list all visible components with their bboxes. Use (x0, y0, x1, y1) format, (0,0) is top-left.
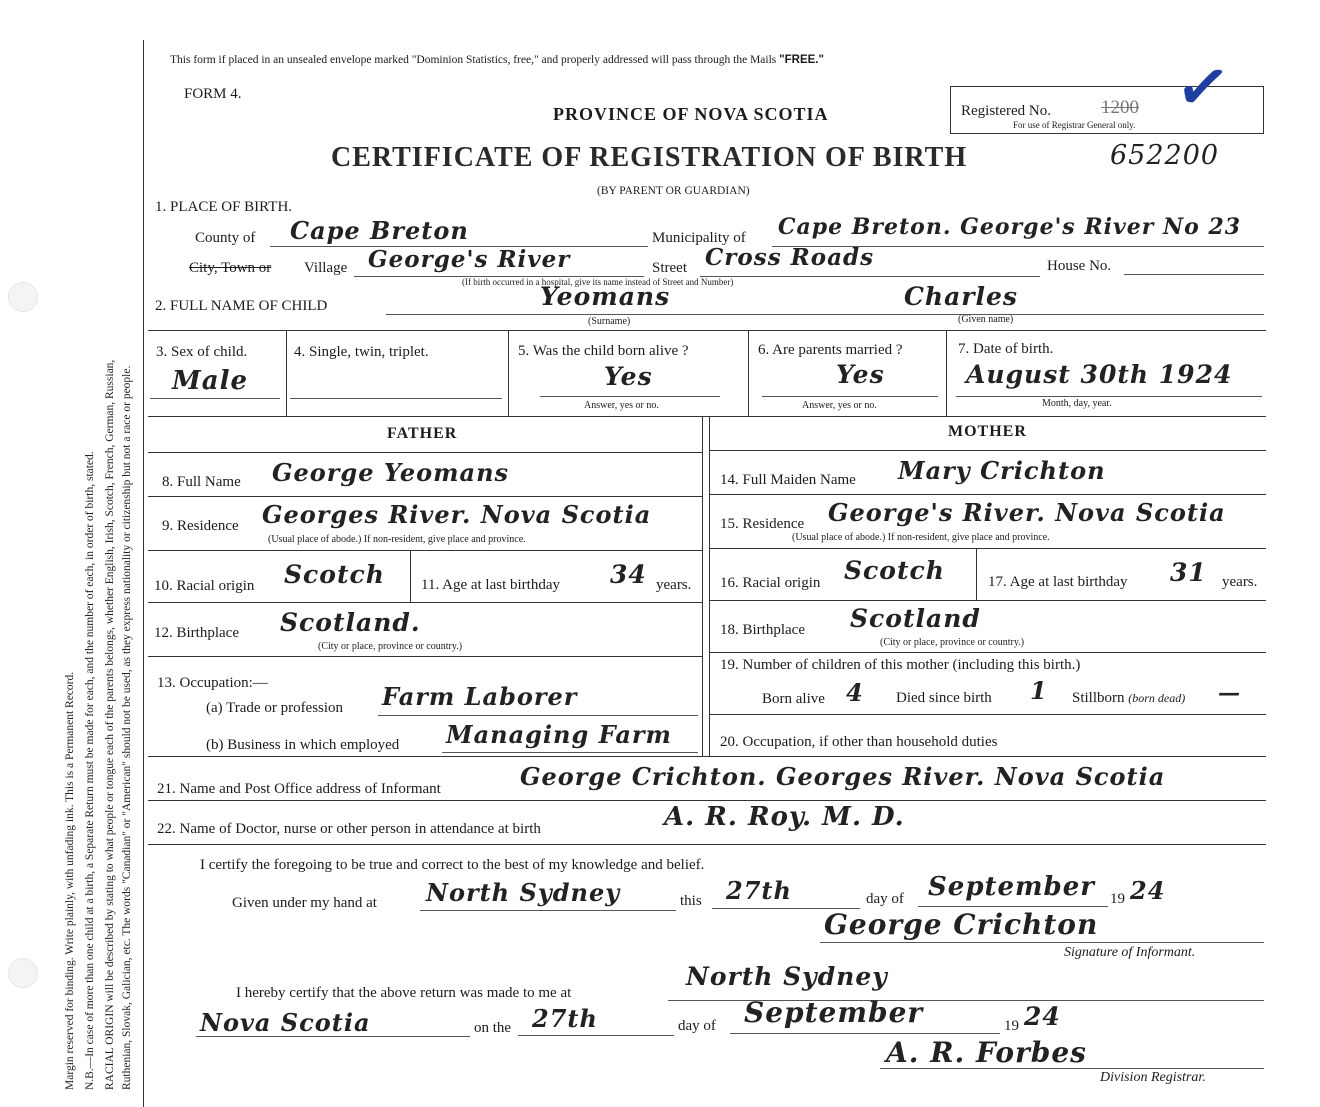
registrar-signature-caption: Division Registrar. (1100, 1070, 1206, 1085)
punch-hole (8, 958, 38, 988)
village-value: George's River (368, 246, 571, 273)
rule (148, 550, 702, 551)
hospital-note: (If birth occurred in a hospital, give its name instead of Street and Number) (462, 277, 734, 287)
informant-signature-caption: Signature of Informant. (1064, 945, 1196, 960)
mother-birthplace: Scotland (850, 604, 981, 633)
municipality-label: Municipality of (652, 230, 746, 246)
rule (748, 330, 749, 416)
registrar-month: September (744, 996, 924, 1029)
rule (508, 330, 509, 416)
mail-notice (170, 54, 824, 66)
rule (976, 548, 977, 600)
province-heading: PROVINCE OF NOVA SCOTIA (553, 104, 829, 124)
form-number: FORM 4. (184, 86, 242, 102)
sex-value: Male (172, 366, 249, 396)
registrar-day: 27th (532, 1004, 598, 1033)
date-of-birth-caption: Month, day, year. (1042, 398, 1112, 409)
checkmark-icon: ✓ (1171, 48, 1235, 127)
mail-notice-text: This form if placed in an unsealed envelope marked "Dominion Statistics, free," and properly addressed will pass through the Mails (170, 54, 777, 66)
binding-margin-line (143, 40, 144, 1107)
born-alive-count-label: Born alive (762, 691, 825, 707)
mother-residence-label: 15. Residence (720, 516, 805, 532)
margin-note: Margin reserved for binding. Write plainly, with unfading ink. This is a Permanent Record. (64, 671, 76, 1090)
mother-years-label: years. (1222, 574, 1258, 590)
father-heading: FATHER (387, 425, 458, 442)
father-birthplace-caption: (City or place, province or country.) (318, 641, 463, 652)
mail-notice-free: "FREE." (779, 54, 824, 66)
certificate-number: 652200 (1110, 140, 1220, 171)
municipality-value: Cape Breton. George's River No 23 (778, 214, 1242, 240)
rule (709, 416, 710, 756)
registrar-day-of-label: day of (678, 1018, 716, 1034)
parents-married-question: 6. Are parents married ? (758, 342, 903, 358)
born-alive-answer: Yes (604, 362, 653, 391)
rule (148, 844, 1266, 845)
margin-note: RACIAL ORIGIN will be described by stating to what people or tongue each of the parents belongs, whether English, Irish, Scotch, French, German, Russian, (104, 359, 116, 1090)
child-name-label: 2. FULL NAME OF CHILD (155, 298, 328, 314)
child-name-line (386, 314, 1264, 315)
father-age: 34 (610, 560, 647, 589)
registrar-year-suffix: 24 (1024, 1002, 1061, 1031)
margin-note: Ruthenian, Slovak, Galician, etc. The words "Canadian" or "American" should not be used, as they express nationality or citizenship but not a race or people. (121, 365, 133, 1090)
mother-name-label: 14. Full Maiden Name (720, 472, 856, 488)
father-name: George Yeomans (272, 458, 510, 487)
place-of-birth-label: 1. PLACE OF BIRTH. (155, 199, 293, 215)
father-racial-label: 10. Racial origin (154, 578, 255, 594)
registrar-day-line (518, 1035, 674, 1036)
father-occupation-label: 13. Occupation:— (157, 675, 268, 691)
house-number-line (1124, 274, 1264, 275)
child-given-name: Charles (904, 282, 1018, 311)
father-residence-label: 9. Residence (162, 518, 239, 534)
father-years-label: years. (656, 577, 692, 593)
registrar-statement: I hereby certify that the above return was made to me at (236, 985, 572, 1001)
multiple-birth-line (290, 398, 502, 399)
multiple-birth-label: 4. Single, twin, triplet. (294, 344, 429, 360)
village-label: Village (304, 260, 348, 276)
registrar-place2: Nova Scotia (200, 1008, 371, 1037)
business-value: Managing Farm (446, 720, 672, 749)
stillborn-label-text: Stillborn (1072, 690, 1125, 706)
born-alive-question: 5. Was the child born alive ? (518, 343, 689, 359)
date-of-birth-value: August 30th 1924 (966, 360, 1233, 389)
died-since-birth-count: 1 (1030, 676, 1048, 705)
child-surname: Yeomans (540, 282, 671, 311)
margin-note: N.B.—In case of more than one child at a birth, a Separate Return must be made for each, and the number of each, in order of birth, stated. (84, 451, 96, 1090)
stillborn-count: — (1218, 680, 1241, 706)
died-since-birth-label: Died since birth (896, 690, 992, 706)
date-of-birth-line (956, 396, 1262, 397)
registrar-signature: A. R. Forbes (886, 1036, 1087, 1069)
given-name-caption: (Given name) (958, 314, 1014, 325)
rule (148, 330, 1266, 331)
registrar-year-prefix: 19 (1004, 1018, 1019, 1034)
business-label: (b) Business in which employed (206, 737, 400, 753)
street-value: Cross Roads (705, 244, 875, 271)
father-residence: Georges River. Nova Scotia (262, 500, 652, 529)
on-the-label: on the (474, 1020, 512, 1036)
day-of-label: day of (866, 891, 904, 907)
father-name-label: 8. Full Name (162, 474, 241, 490)
rule (148, 656, 702, 657)
mother-birthplace-caption: (City or place, province or country.) (880, 637, 1025, 648)
trade-line (378, 715, 698, 716)
given-year-prefix: 19 (1110, 891, 1125, 907)
informant-signature-line (820, 942, 1264, 943)
street-line (700, 276, 1040, 277)
certify-statement: I certify the foregoing to be true and correct to the best of my knowledge and belief. (200, 857, 705, 873)
parents-married-caption: Answer, yes or no. (802, 400, 877, 411)
mother-heading: MOTHER (948, 423, 1027, 440)
informant-signature: George Crichton (824, 908, 1099, 941)
struck-city-town-label: City, Town or (189, 260, 272, 276)
punch-hole (8, 282, 38, 312)
rule (946, 330, 947, 416)
given-under-hand-label: Given under my hand at (232, 895, 377, 911)
rule (148, 416, 1266, 417)
mother-residence: George's River. Nova Scotia (828, 498, 1226, 527)
doctor-label: 22. Name of Doctor, nurse or other person in attendance at birth (157, 821, 541, 837)
given-day: 27th (726, 876, 792, 905)
certificate-subtitle: (BY PARENT OR GUARDIAN) (597, 185, 750, 197)
children-count-label: 19. Number of children of this mother (including this birth.) (720, 657, 1081, 673)
mother-racial: Scotch (844, 556, 945, 585)
rule (148, 756, 1266, 757)
mother-name: Mary Crichton (898, 456, 1106, 485)
registrar-signature-line (880, 1068, 1264, 1069)
parents-married-line (762, 396, 938, 397)
mother-birthplace-label: 18. Birthplace (720, 622, 805, 638)
rule (148, 800, 1266, 801)
rule (709, 600, 1266, 601)
given-year-suffix: 24 (1130, 876, 1166, 905)
rule (709, 714, 1266, 715)
mother-residence-caption: (Usual place of abode.) If non-resident, give place and province. (792, 532, 1050, 543)
born-alive-caption: Answer, yes or no. (584, 400, 659, 411)
given-place: North Sydney (426, 878, 621, 907)
surname-caption: (Surname) (588, 316, 631, 327)
born-alive-count: 4 (846, 678, 864, 707)
rule (709, 450, 1266, 451)
stillborn-label (1072, 690, 1185, 707)
sex-line (150, 398, 280, 399)
rule (410, 550, 411, 602)
rule (709, 548, 1266, 549)
registered-number-value: 1200 (1101, 97, 1139, 118)
rule (709, 494, 1266, 495)
father-birthplace-label: 12. Birthplace (154, 625, 239, 641)
rule (148, 452, 702, 453)
mother-age: 31 (1170, 558, 1207, 587)
trade-value: Farm Laborer (382, 682, 578, 711)
registered-number-label: Registered No. (961, 103, 1051, 119)
street-label: Street (652, 260, 687, 276)
mother-occupation-label: 20. Occupation, if other than household duties (720, 734, 998, 750)
county-value: Cape Breton (290, 216, 469, 245)
father-residence-caption: (Usual place of abode.) If non-resident, give place and province. (268, 534, 526, 545)
trade-label: (a) Trade or profession (206, 700, 344, 716)
informant-value: George Crichton. Georges River. Nova Scotia (520, 762, 1166, 791)
rule (148, 602, 702, 603)
this-label: this (680, 893, 702, 909)
certificate-title: CERTIFICATE OF REGISTRATION OF BIRTH (331, 142, 968, 173)
mother-age-label: 17. Age at last birthday (988, 574, 1128, 590)
mother-racial-label: 16. Racial origin (720, 575, 821, 591)
rule (702, 416, 703, 756)
given-month: September (928, 872, 1095, 902)
sex-label: 3. Sex of child. (156, 344, 248, 360)
rule (286, 330, 287, 416)
date-of-birth-label: 7. Date of birth. (958, 341, 1054, 357)
business-line (442, 752, 698, 753)
registrar-place: North Sydney (686, 962, 888, 991)
father-racial: Scotch (284, 560, 385, 589)
house-number-label: House No. (1047, 258, 1112, 274)
stillborn-note: (born dead) (1128, 691, 1186, 705)
given-place-line (420, 910, 676, 911)
given-month-line (918, 906, 1108, 907)
born-alive-line (540, 396, 720, 397)
county-label: County of (195, 230, 256, 246)
registered-number-note: For use of Registrar General only. (1013, 120, 1136, 130)
father-age-label: 11. Age at last birthday (421, 577, 560, 593)
father-birthplace: Scotland. (280, 608, 421, 637)
rule (709, 652, 1266, 653)
doctor-value: A. R. Roy. M. D. (664, 802, 905, 832)
informant-label: 21. Name and Post Office address of Informant (157, 781, 441, 797)
registrar-month-line (730, 1033, 1000, 1034)
rule (148, 496, 702, 497)
parents-married-answer: Yes (836, 360, 885, 389)
